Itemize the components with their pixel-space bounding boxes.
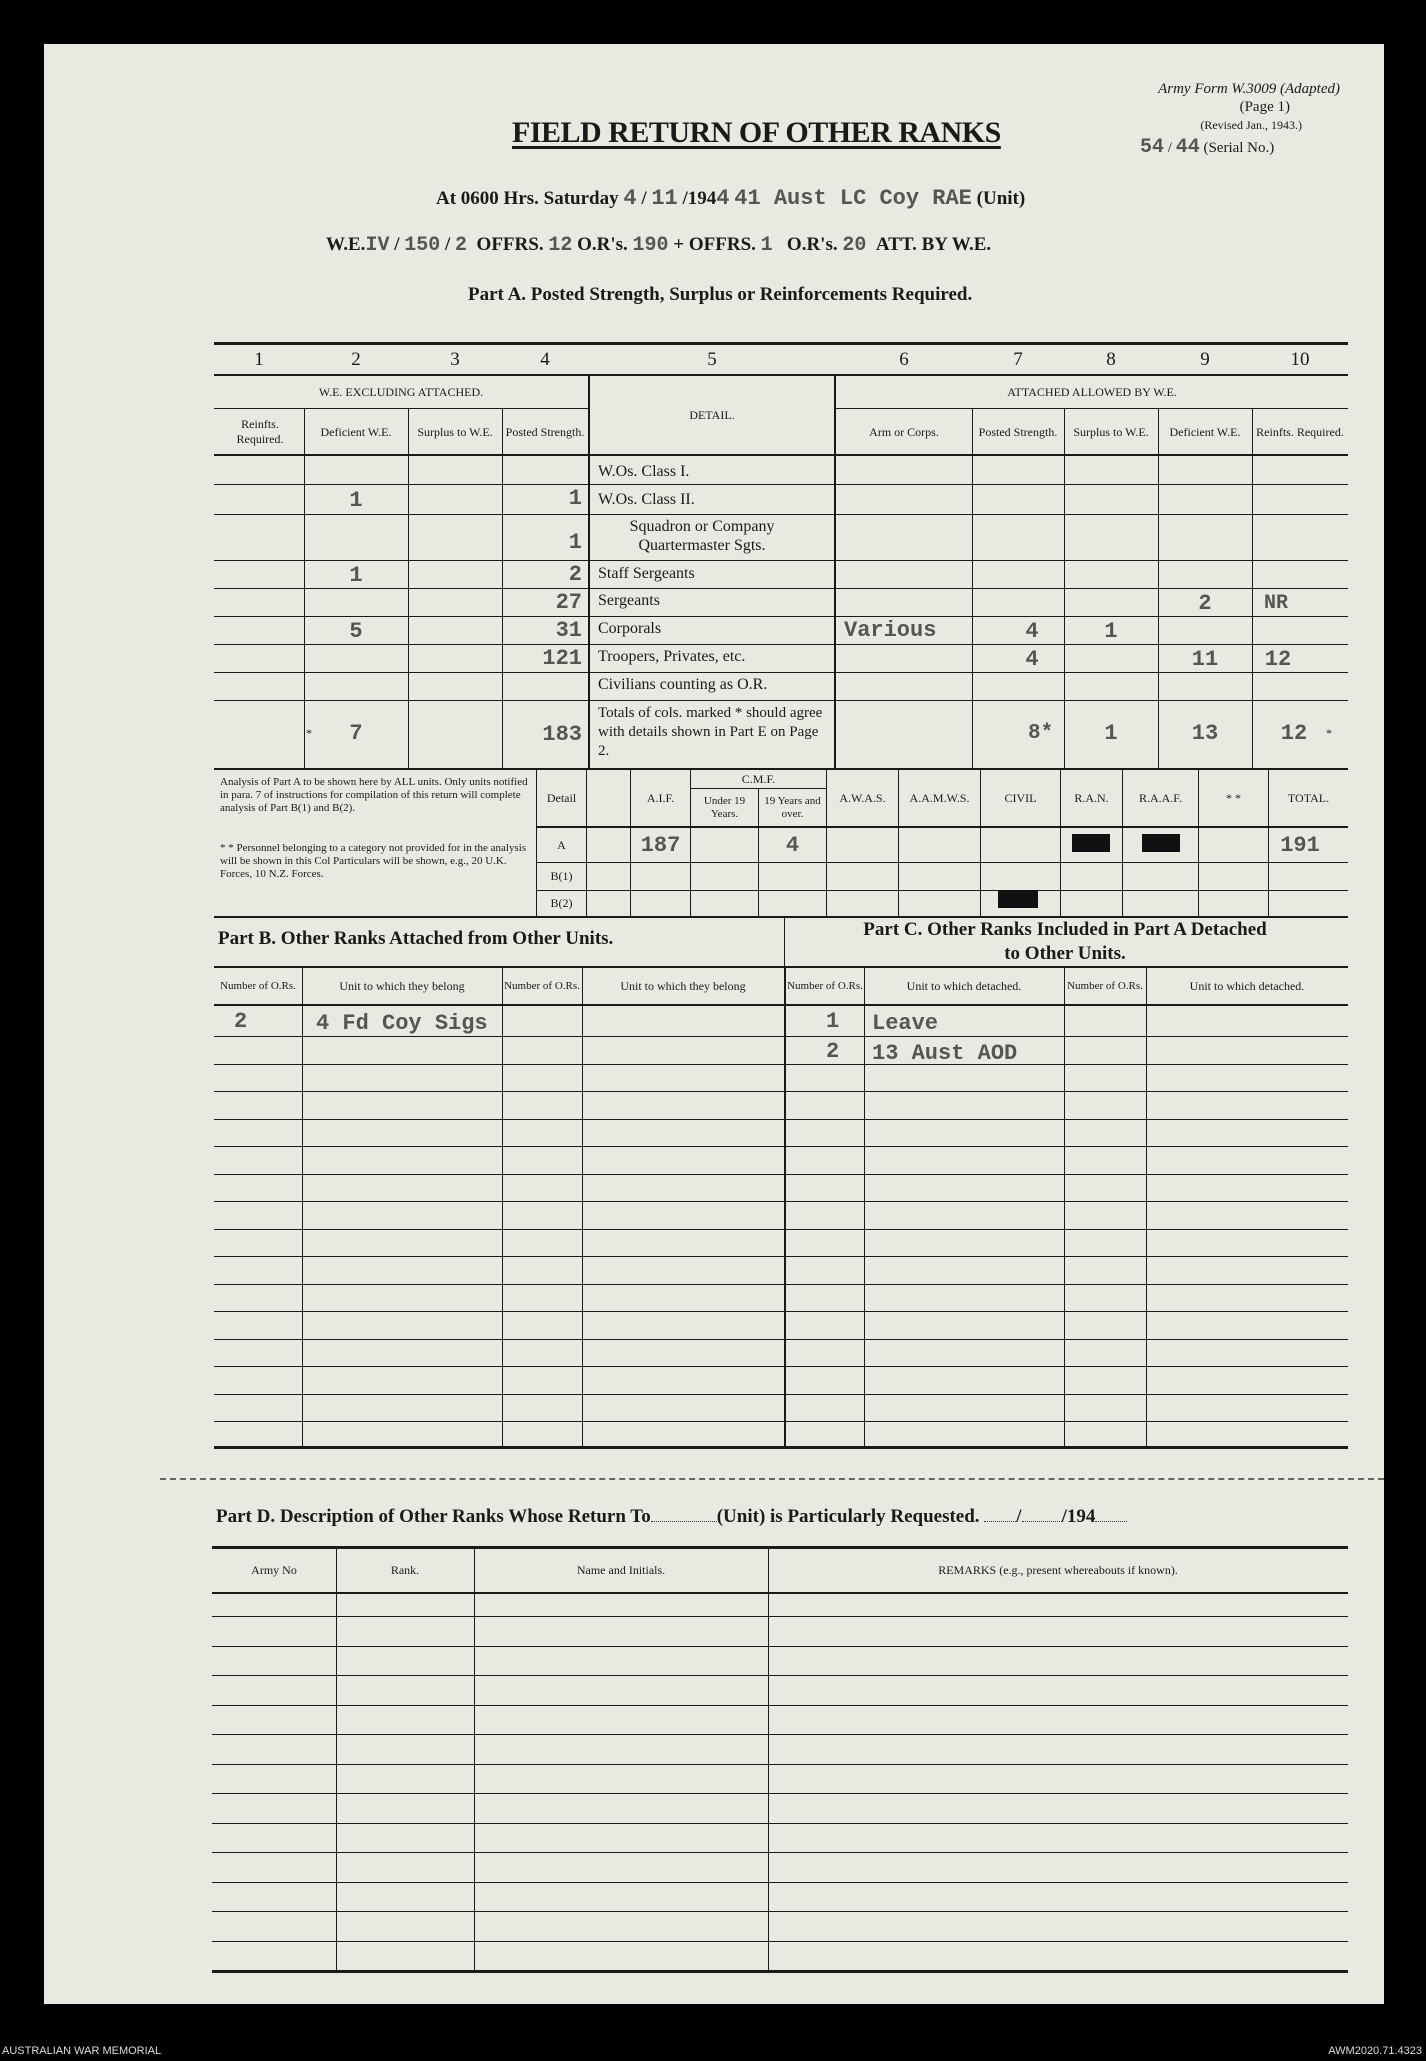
- r3-posted: 2: [568, 562, 582, 587]
- part-d-title: Part D. Description of Other Ranks Whose Return To (Unit) is Particularly Requested. / /194: [216, 1506, 1127, 1528]
- r3-deficient: 1: [349, 562, 363, 588]
- d-army-no-hdr: Army No: [251, 1563, 297, 1577]
- b-row1-number: 2: [234, 1009, 248, 1034]
- total-posted: 183: [542, 722, 582, 747]
- part-b-title: Part B. Other Ranks Attached from Other Units.: [218, 928, 614, 949]
- ors2-value: 20: [842, 234, 867, 257]
- ruled-line: [214, 1366, 1348, 1367]
- offrs-label: OFFRS.: [476, 234, 544, 255]
- r1-posted: 1: [568, 486, 582, 511]
- footer-accession: AWM2020.71.4323: [1328, 2045, 1422, 2057]
- a-row-b1: B(1): [550, 869, 573, 883]
- r4-att-reinfts: NR: [1264, 592, 1289, 615]
- a-over19-hdr: 19 Years and over.: [764, 795, 821, 820]
- ruled-line: [214, 1256, 1348, 1257]
- part-d-title-b: (Unit) is Particularly Requested.: [716, 1506, 980, 1527]
- month-value: 11: [651, 186, 678, 211]
- col-num-3: 3: [450, 349, 460, 370]
- totals-star-left: *: [306, 726, 312, 740]
- a-other-hdr: * *: [1226, 790, 1241, 805]
- detail-wo-class-2: W.Os. Class II.: [598, 491, 695, 508]
- h-att-reinfts: Reinfts. Required.: [1256, 424, 1344, 439]
- ruled-line: [214, 1201, 1348, 1202]
- r5-arm-corps: Various: [844, 618, 937, 643]
- offrs2-value: 1: [760, 234, 773, 257]
- a-cmf-hdr: C.M.F.: [741, 771, 776, 786]
- detail-civilians: Civilians counting as O.R.: [598, 676, 768, 693]
- detail-coy-qm-sgts: Squadron or Company Quartermaster Sgts.: [629, 518, 775, 554]
- serial-label: (Serial No.): [1203, 140, 1275, 156]
- ruled-line: [214, 1394, 1348, 1395]
- col-num-8: 8: [1106, 349, 1116, 370]
- b-unit-hdr-2: Unit to which they belong: [620, 978, 746, 993]
- day-value: 4: [623, 186, 637, 211]
- ruled-line: [214, 1119, 1348, 1120]
- at-label: At 0600 Hrs. Saturday: [436, 188, 619, 209]
- c-num-hdr-2: Number of O.Rs.: [1067, 979, 1143, 992]
- ruled-line: [212, 1764, 1348, 1765]
- a-awas-hdr: A.W.A.S.: [839, 790, 886, 805]
- col-num-9: 9: [1200, 349, 1210, 370]
- serial-number: [1140, 136, 1274, 159]
- r5-deficient: 5: [349, 618, 363, 644]
- h-att-posted: Posted Strength.: [978, 424, 1058, 439]
- year-prefix: /194: [682, 188, 717, 209]
- ruled-line: [214, 1036, 1348, 1037]
- analysis-note: Analysis of Part A to be shown here by ALL units. Only units notified in para. 7 of instructions for compilation of this return will complete analysis of Part B(1) and B(2).: [220, 776, 528, 814]
- a-total-value: 191: [1280, 832, 1320, 858]
- ors-value: 190: [632, 234, 669, 257]
- offrs2-label: OFFRS.: [688, 234, 756, 255]
- ruled-line: [214, 1339, 1348, 1340]
- unit-label: (Unit): [976, 188, 1026, 209]
- footer-credit: AUSTRALIAN WAR MEMORIAL: [2, 2045, 162, 2057]
- detail-header: DETAIL.: [689, 407, 735, 422]
- h-att-surplus: Surplus to W.E.: [1073, 424, 1149, 439]
- we-excluding-header: W.E. EXCLUDING ATTACHED.: [318, 384, 484, 399]
- ors2-label: O.R's.: [786, 234, 838, 255]
- col-num-6: 6: [899, 349, 909, 370]
- c-unit-hdr-1: Unit to which detached.: [906, 978, 1022, 993]
- page-number: (Page 1): [1239, 99, 1290, 115]
- c-row2-unit: 13 Aust AOD: [872, 1041, 1018, 1066]
- part-d-title-a: Part D. Description of Other Ranks Whose Return To: [216, 1506, 651, 1527]
- ruled-line: [214, 1091, 1348, 1092]
- ruled-line: [212, 1705, 1348, 1706]
- ruled-line: [214, 1146, 1348, 1147]
- a-civil-hdr: CIVIL: [1004, 790, 1037, 805]
- d-rank-hdr: Rank.: [390, 1563, 420, 1577]
- totals-star-right: *: [1326, 726, 1332, 740]
- tear-line: [160, 1478, 1384, 1480]
- part-a-title: Part A. Posted Strength, Surplus or Reinforcements Required.: [468, 284, 973, 305]
- serial-sep: /: [1167, 140, 1172, 156]
- ruled-line: [214, 1229, 1348, 1230]
- we-a: IV: [365, 234, 390, 257]
- ors-label: O.R's.: [577, 234, 628, 255]
- detail-corporals: Corporals: [598, 620, 662, 637]
- ruled-line: [212, 1793, 1348, 1794]
- h-att-deficient: Deficient W.E.: [1169, 424, 1241, 439]
- c-row1-number: 1: [826, 1009, 840, 1034]
- ruled-line: [212, 1675, 1348, 1676]
- ruled-line: [214, 1174, 1348, 1175]
- r4-posted: 27: [555, 590, 582, 615]
- col-num-2: 2: [351, 349, 361, 370]
- ruled-line: [214, 1421, 1348, 1422]
- part-c-title: [792, 918, 1338, 966]
- att-label: ATT. BY W.E.: [875, 234, 992, 255]
- b-num-hdr-1: Number of O.Rs.: [220, 979, 296, 992]
- r5-att-posted: 4: [1025, 618, 1039, 644]
- r6-att-deficient: 11: [1191, 646, 1219, 672]
- h-posted-strength: Posted Strength.: [505, 424, 585, 439]
- ruled-line: [212, 1616, 1348, 1617]
- r6-att-reinfts: 12: [1264, 646, 1292, 672]
- r5-att-surplus: 1: [1104, 618, 1118, 644]
- totals-note: Totals of cols. marked * should agree with details shown in Part E on Page 2.: [598, 705, 823, 759]
- a-ran-hdr: R.A.N.: [1074, 790, 1109, 805]
- a-aif-hdr: A.I.F.: [646, 790, 675, 805]
- ruled-line: [212, 1882, 1348, 1883]
- date-line: At 0600 Hrs. Saturday 4 / 11 /1944 41 Aust LC Coy RAE (Unit): [436, 186, 1026, 211]
- serial-a: 54: [1140, 136, 1165, 159]
- a-aamws-hdr: A.A.M.W.S.: [909, 790, 970, 805]
- r6-posted: 121: [542, 646, 582, 671]
- attached-allowed-header: ATTACHED ALLOWED BY W.E.: [1007, 384, 1177, 399]
- ruled-line: [212, 1941, 1348, 1942]
- we-c: 2: [455, 234, 468, 257]
- total-att-reinfts: 12: [1280, 720, 1308, 746]
- plus-sign: +: [673, 234, 685, 255]
- h-reinfts-required: Reinfts. Required.: [236, 417, 284, 446]
- h-surplus-we: Surplus to W.E.: [417, 424, 493, 439]
- total-att-deficient: 13: [1191, 720, 1219, 746]
- b-row1-unit: 4 Fd Coy Sigs: [316, 1011, 488, 1036]
- offrs-value: 12: [548, 234, 573, 257]
- a-row-a: A: [557, 837, 566, 852]
- ruled-line: [214, 1284, 1348, 1285]
- ruled-line: [212, 1646, 1348, 1647]
- r5-posted: 31: [555, 618, 582, 643]
- a-detail-hdr: Detail: [546, 790, 577, 805]
- detail-sergeants: Sergeants: [598, 592, 660, 609]
- part-c-title-line2: to Other Units.: [1004, 943, 1126, 964]
- detail-wo-class-1: W.Os. Class I.: [598, 463, 690, 480]
- ruled-line: [212, 1734, 1348, 1735]
- total-att-posted: 8*: [1028, 722, 1054, 745]
- we-label: W.E.: [326, 234, 366, 255]
- we-b: 150: [404, 234, 441, 257]
- col-num-10: 10: [1290, 349, 1310, 370]
- d-name-hdr: Name and Initials.: [576, 1563, 666, 1577]
- part-c-title-line1: Part C. Other Ranks Included in Part A Detached: [863, 919, 1267, 940]
- col-num-1: 1: [254, 349, 264, 370]
- serial-b: 44: [1175, 136, 1200, 159]
- unit-typed: 41 Aust LC Coy RAE: [734, 186, 972, 211]
- ruled-line: [214, 1064, 1348, 1065]
- a-over19-value: 4: [785, 832, 800, 858]
- ran-redaction: [1072, 834, 1110, 852]
- r1-deficient: 1: [349, 487, 363, 513]
- analysis-footnote: * * Personnel belonging to a category not provided for in the analysis will be shown in this Col Particulars will be shown, e.g., 20 U.K. Forces, 10 N.Z. Forces.: [220, 842, 527, 880]
- r6-att-posted: 4: [1025, 646, 1039, 672]
- we-line: W.E.IV / 150 / 2 OFFRS. 12 O.R's. 190 + OFFRS. 1 O.R's. 20 ATT. BY W.E.: [326, 234, 992, 257]
- revision-date: (Revised Jan., 1943.): [1200, 118, 1302, 132]
- b-num-hdr-2: Number of O.Rs.: [504, 979, 580, 992]
- col-num-5: 5: [707, 349, 717, 370]
- a-raaf-hdr: R.A.A.F.: [1138, 790, 1183, 805]
- d-remarks-hdr: REMARKS (e.g., present whereabouts if known).: [938, 1563, 1178, 1577]
- ruled-line: [212, 1911, 1348, 1912]
- r4-att-deficient: 2: [1198, 590, 1212, 616]
- c-row1-unit: Leave: [872, 1011, 939, 1036]
- form-reference: [1040, 80, 1340, 134]
- civil-b2-redaction: [998, 890, 1038, 908]
- a-total-hdr: TOTAL.: [1287, 790, 1330, 805]
- a-aif-value: 187: [640, 832, 681, 858]
- total-deficient: 7: [349, 720, 363, 746]
- year-digit: 4: [716, 186, 730, 211]
- detail-troopers: Troopers, Privates, etc.: [598, 648, 746, 665]
- detail-staff-sergeants: Staff Sergeants: [598, 565, 695, 582]
- col-num-7: 7: [1013, 349, 1023, 370]
- a-under19-hdr: Under 19 Years.: [703, 795, 746, 820]
- ruled-line: [212, 1852, 1348, 1853]
- h-arm-corps: Arm or Corps.: [869, 424, 939, 439]
- c-num-hdr-1: Number of O.Rs.: [787, 979, 863, 992]
- form-number: Army Form W.3009 (Adapted): [1158, 81, 1340, 97]
- b-unit-hdr-1: Unit to which they belong: [339, 978, 465, 993]
- ruled-line: [214, 1311, 1348, 1312]
- ruled-line: [212, 1823, 1348, 1824]
- part-d-title-c: /194: [1061, 1506, 1096, 1527]
- total-att-surplus: 1: [1104, 720, 1118, 746]
- c-row2-number: 2: [826, 1039, 840, 1064]
- raaf-redaction: [1142, 834, 1180, 852]
- a-row-b2: B(2): [550, 896, 573, 910]
- c-unit-hdr-2: Unit to which detached.: [1189, 978, 1305, 993]
- col-num-4: 4: [540, 349, 550, 370]
- h-deficient-we: Deficient W.E.: [320, 424, 392, 439]
- page-title: FIELD RETURN OF OTHER RANKS: [512, 116, 1001, 149]
- r2-posted: 1: [568, 530, 582, 555]
